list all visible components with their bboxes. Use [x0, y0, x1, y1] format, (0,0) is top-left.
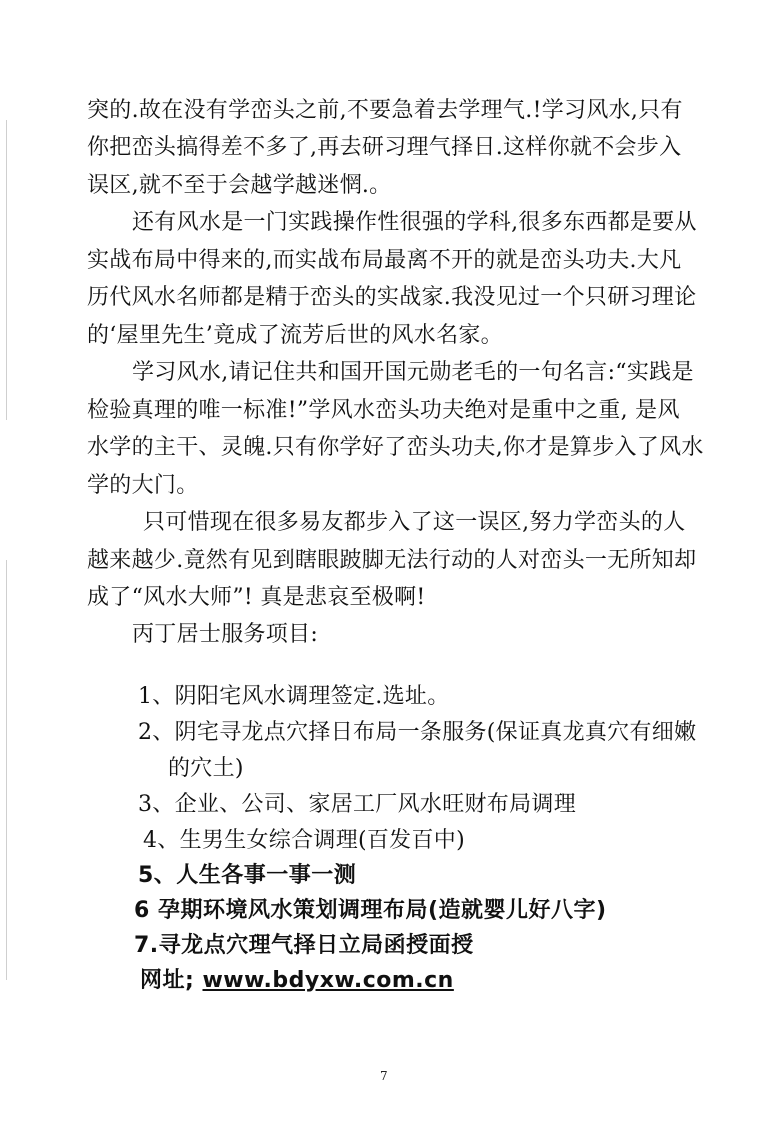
- website-line: [140, 967, 454, 995]
- page-number: 7: [380, 1069, 388, 1083]
- paragraph-line: 的‘屋里先生’竟成了流芳后世的风水名家。: [87, 323, 503, 348]
- scan-edge-mark: [6, 120, 7, 420]
- paragraph-line: 越来越少.竟然有见到瞎眼跛脚无法行动的人对峦头一无所知却: [87, 548, 697, 573]
- services-heading: 丙丁居士服务项目:: [132, 622, 319, 647]
- paragraph-line: 水学的主干、灵魄.只有你学好了峦头功夫,你才是算步入了风水: [87, 435, 704, 460]
- service-item: 6 孕期环境风水策划调理布局(造就婴儿好八字): [134, 898, 607, 923]
- service-item: 2、阴宅寻龙点穴择日布局一条服务(保证真龙真穴有细嫩: [138, 720, 697, 745]
- service-item: 7.寻龙点穴理气择日立局函授面授: [134, 933, 474, 958]
- paragraph-line: 成了“风水大师”! 真是悲哀至极啊!: [87, 585, 426, 610]
- website-label: 网址;: [140, 968, 195, 993]
- paragraph-line: 误区,就不至于会越学越迷惘.。: [87, 173, 392, 198]
- service-item: 1、阴阳宅风水调理签定.选址。: [138, 684, 450, 709]
- paragraph-line: 只可惜现在很多易友都步入了这一误区,努力学峦头的人: [143, 510, 686, 535]
- paragraph-line: 检验真理的唯一标准!”学风水峦头功夫绝对是重中之重, 是风: [87, 398, 680, 423]
- website-link[interactable]: www.bdyxw.com.cn: [202, 968, 454, 993]
- paragraph-line: 实战布局中得来的,而实战布局最离不开的就是峦头功夫.大凡: [87, 248, 682, 273]
- paragraph-line: 历代风水名师都是精于峦头的实战家.我没见过一个只研习理论: [87, 285, 697, 310]
- scan-edge-mark: [6, 560, 7, 980]
- service-item: 5、人生各事一事一测: [138, 863, 357, 888]
- paragraph-line: 学习风水,请记住共和国开国元勋老毛的一句名言:“实践是: [132, 360, 694, 385]
- paragraph-line: 突的.故在没有学峦头之前,不要急着去学理气.!学习风水,只有: [87, 98, 683, 123]
- service-item-continuation: 的穴土): [168, 756, 244, 781]
- paragraph-line: 还有风水是一门实践操作性很强的学科,很多东西都是要从: [132, 210, 697, 235]
- service-item: 4、生男生女综合调理(百发百中): [143, 828, 465, 853]
- paragraph-line: 你把峦头搞得差不多了,再去研习理气择日.这样你就不会步入: [87, 135, 682, 160]
- paragraph-line: 学的大门。: [87, 473, 199, 498]
- service-item: 3、企业、公司、家居工厂风水旺财布局调理: [138, 792, 576, 817]
